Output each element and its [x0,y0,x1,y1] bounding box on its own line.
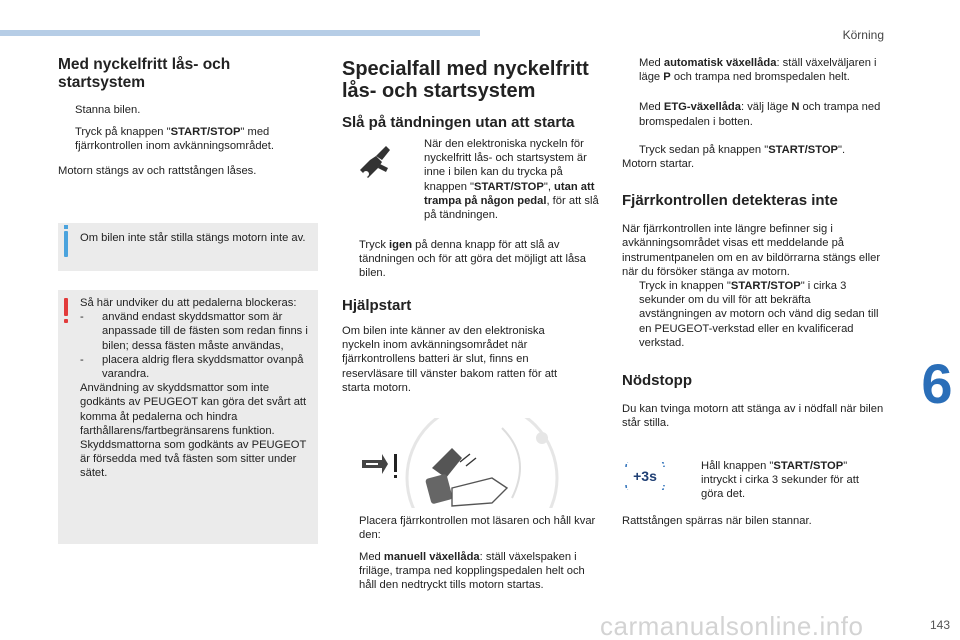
warning-icon [64,298,68,316]
paragraph-remote-not-detected: När fjärrkontrollen inte längre befinner sig i avkänningsområdet visas ett meddelande på instrumentpanelen om en av bildörrarna stängs eller när du försöker stänga av motorn. [622,223,881,278]
key-hand-icon [356,142,394,182]
subtitle-emergency-stop: Nödstopp [622,372,692,390]
paragraph-engine-starts: Motorn startar. [622,158,695,171]
warning-dash-1: - använd endast skyddsmattor som är anpassade till de fästen som redan finns i bilen; dessa fästen måste användas, [80,311,308,352]
bullet-press-again: Tryck igen på denna knapp för att slå av tändningen och för att göra det möjligt att låsa bilen. [359,239,587,280]
subtitle-ignition-without-start: Slå på tändningen utan att starta [342,114,575,131]
info-box [58,223,318,271]
bullet-automatic-gearbox: Med automatisk växellåda: ställ växelväljaren i läge P och trampa ned bromspedalen helt. [639,57,877,84]
bullet-hold-3-seconds: Håll knappen "START/STOP" intryckt i cirka 3 sekunder för att göra det. [701,460,859,501]
paragraph-engine-off: Motorn stängs av och rattstången låses. [58,164,257,177]
header-bar [0,30,480,36]
warning-box [58,290,318,544]
column-2 [342,58,604,132]
paragraph-ignition: När den elektroniska nyckeln för nyckelfritt lås- och startsystem är inne i bilen kan du trycka på knappen "START/STOP", utan att trampa på någon pedal, för att slå på tändningen. [424,138,599,222]
info-icon [64,231,68,257]
warning-icon-dot [64,319,68,323]
paragraph-backup-reader: Om bilen inte känner av den elektroniska nyckeln inom avkänningsområdet när fjärrkontrollens batteri är slut, finns en reservläsare till vänster bakom ratten för att starta motorn. [342,325,558,394]
page-number: 143 [929,618,950,632]
bullet-press-start-stop: Tryck på knappen "START/STOP" med fjärrkontrollen inom avkänningsområdet. [75,126,274,153]
chapter-number: 6 [921,352,953,415]
plus-3s-label: +3s [633,468,657,484]
paragraph-emergency-stop: Du kan tvinga motorn att stänga av i nödfall när bilen står stilla. [622,403,884,430]
bullet-press-start-stop-2: Tryck sedan på knappen "START/STOP". [639,143,846,156]
bullet-confirm-shutdown: Tryck in knappen "START/STOP" i cirka 3 sekunder om du vill för att bekräfta avstängningen av motorn och vänd dig sedan till en PEUGEOT-verkstad eller en kvalificerad verkstad. [639,280,879,349]
warning-dash-2: - placera aldrig flera skyddsmattor ovanpå varandra. [80,353,304,381]
backup-reader-illustration [342,418,612,508]
chapter-title: Körning [842,28,884,42]
info-text: Om bilen inte står stilla stängs motorn inte av. [80,232,306,244]
plus-3-seconds-icon [624,462,666,490]
warning-paragraph: Användning av skyddsmattor som inte godkänts av PEUGEOT kan göra det svårt att komma åt pedalerna och hindra farthållarens/fartbegränsarens funktion. Skyddsmattorna som godkänts av PEUGEOT är försedda med två fästen som sitter under sätet. [80,382,307,480]
paragraph-steering-lock: Rattstången spärras när bilen stannar. [622,515,812,527]
warning-text [80,296,308,481]
bullet-etg-gearbox: Med ETG-växellåda: välj läge N och trampa ned bromspedalen i botten. [639,101,881,128]
warning-intro: Så här undviker du att pedalerna blockeras: [80,297,297,309]
section-title-special-cases: Specialfall med nyckelfritt lås- och startsystem [342,58,589,102]
watermark: carmanualsonline.info [600,611,864,640]
column-1 [58,56,320,178]
section-title-keyless: Med nyckelfritt lås- och startsystem [58,56,231,91]
bullet-hold-remote: Placera fjärrkontrollen mot läsaren och håll kvar den: [359,515,596,542]
subtitle-remote-not-detected: Fjärrkontrollen detekteras inte [622,192,838,210]
subtitle-jump-start: Hjälpstart [342,297,412,314]
bullet-stop-car: Stanna bilen. [75,104,141,116]
bullet-manual-gearbox: Med manuell växellåda: ställ växelspaken i friläge, trampa ned kopplingspedalen helt och håll den nedtryckt tills motorn startas. [359,551,585,592]
chapter-tab [914,352,960,416]
column-3 [622,56,884,430]
